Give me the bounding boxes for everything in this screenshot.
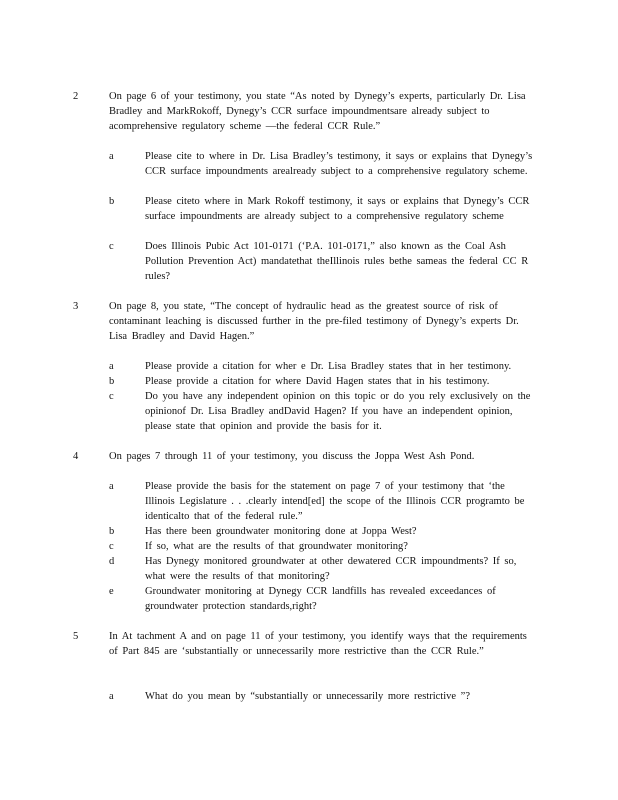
question-number: 5 (73, 631, 79, 642)
sub-text: Has there been groundwater monitoring done at Joppa West? (145, 526, 417, 537)
sub-letter: d (109, 556, 115, 567)
sub-letter: a (109, 361, 114, 372)
sub-letter: a (109, 481, 114, 492)
sub-letter: b (109, 376, 115, 387)
sub-text: Do you have any independent opinion on this topic or do you rely exclusively on the opinionof Dr. Lisa Bradley andDavid Hagen? If you have an independent opinion, please state that opinion and provide the basis for it. (145, 391, 531, 432)
question-text: On page 6 of your testimony, you state “As noted by Dynegy’s experts, particularly Dr. Lisa Bradley and MarkRokoff, Dynegy’s CCR surface impoundmentsare already subject to acomprehensive regulatory scheme —the federal CCR Rule.” (109, 91, 526, 132)
sub-letter: a (109, 151, 114, 162)
sub-letter: c (109, 241, 114, 252)
sub-text: Please provide a citation for wher e Dr. Lisa Bradley states that in her testimony. (145, 361, 512, 372)
question-text: In At tachment A and on page 11 of your testimony, you identify ways that the requirements of Part 845 are ‘substantially or unnecessarily more restrictive than the CCR Rule.” (109, 631, 527, 657)
question-text: On pages 7 through 11 of your testimony, you discuss the Joppa West Ash Pond. (109, 451, 475, 462)
sub-text: Has Dynegy monitored groundwater at other dewatered CCR impoundments? If so, what were the results of that monitoring? (145, 556, 517, 582)
question-number: 2 (73, 91, 79, 102)
sub-text: Groundwater monitoring at Dynegy CCR landfills has revealed exceedances of groundwater protection standards,right? (145, 586, 496, 612)
sub-text: Please provide a citation for where David Hagen states that in his testimony. (145, 376, 490, 387)
sub-letter: b (109, 526, 115, 537)
sub-text: What do you mean by “substantially or unnecessarily more restrictive ”? (145, 691, 470, 702)
sub-text: If so, what are the results of that groundwater monitoring? (145, 541, 408, 552)
sub-text: Does Illinois Pubic Act 101-0171 (‘P.A. 101-0171,” also known as the Coal Ash Pollution Prevention Act) mandatethat theIllinois rules bethe sameas the federal CC R rules? (145, 241, 529, 282)
sub-letter: b (109, 196, 115, 207)
question-number: 3 (73, 301, 79, 312)
sub-letter: c (109, 541, 114, 552)
sub-text: Please citeto where in Mark Rokoff testimony, it says or explains that Dynegy’s CCR surface impoundments are already subject to a comprehensive regulatory scheme (145, 196, 530, 222)
sub-letter: c (109, 391, 114, 402)
question-text: On page 8, you state, “The concept of hydraulic head as the greatest source of risk of contaminant leaching is discussed further in the pre-filed testimony of Dynegy’s experts Dr. Lisa Bradley and David Hagen.” (109, 301, 519, 342)
question-number: 4 (73, 451, 79, 462)
sub-text: Please cite to where in Dr. Lisa Bradley’s testimony, it says or explains that Dynegy’s CCR surface impoundments arealready subject to a comprehensive regulatory scheme. (145, 151, 533, 177)
sub-letter: a (109, 691, 114, 702)
sub-letter: e (109, 586, 114, 597)
sub-text: Please provide the basis for the statement on page 7 of your testimony that ‘the Illinois Legislature . . .clearly intend[ed] the scope of the Illinois CCR programto be identicalto that of the federal rule.” (145, 481, 525, 522)
